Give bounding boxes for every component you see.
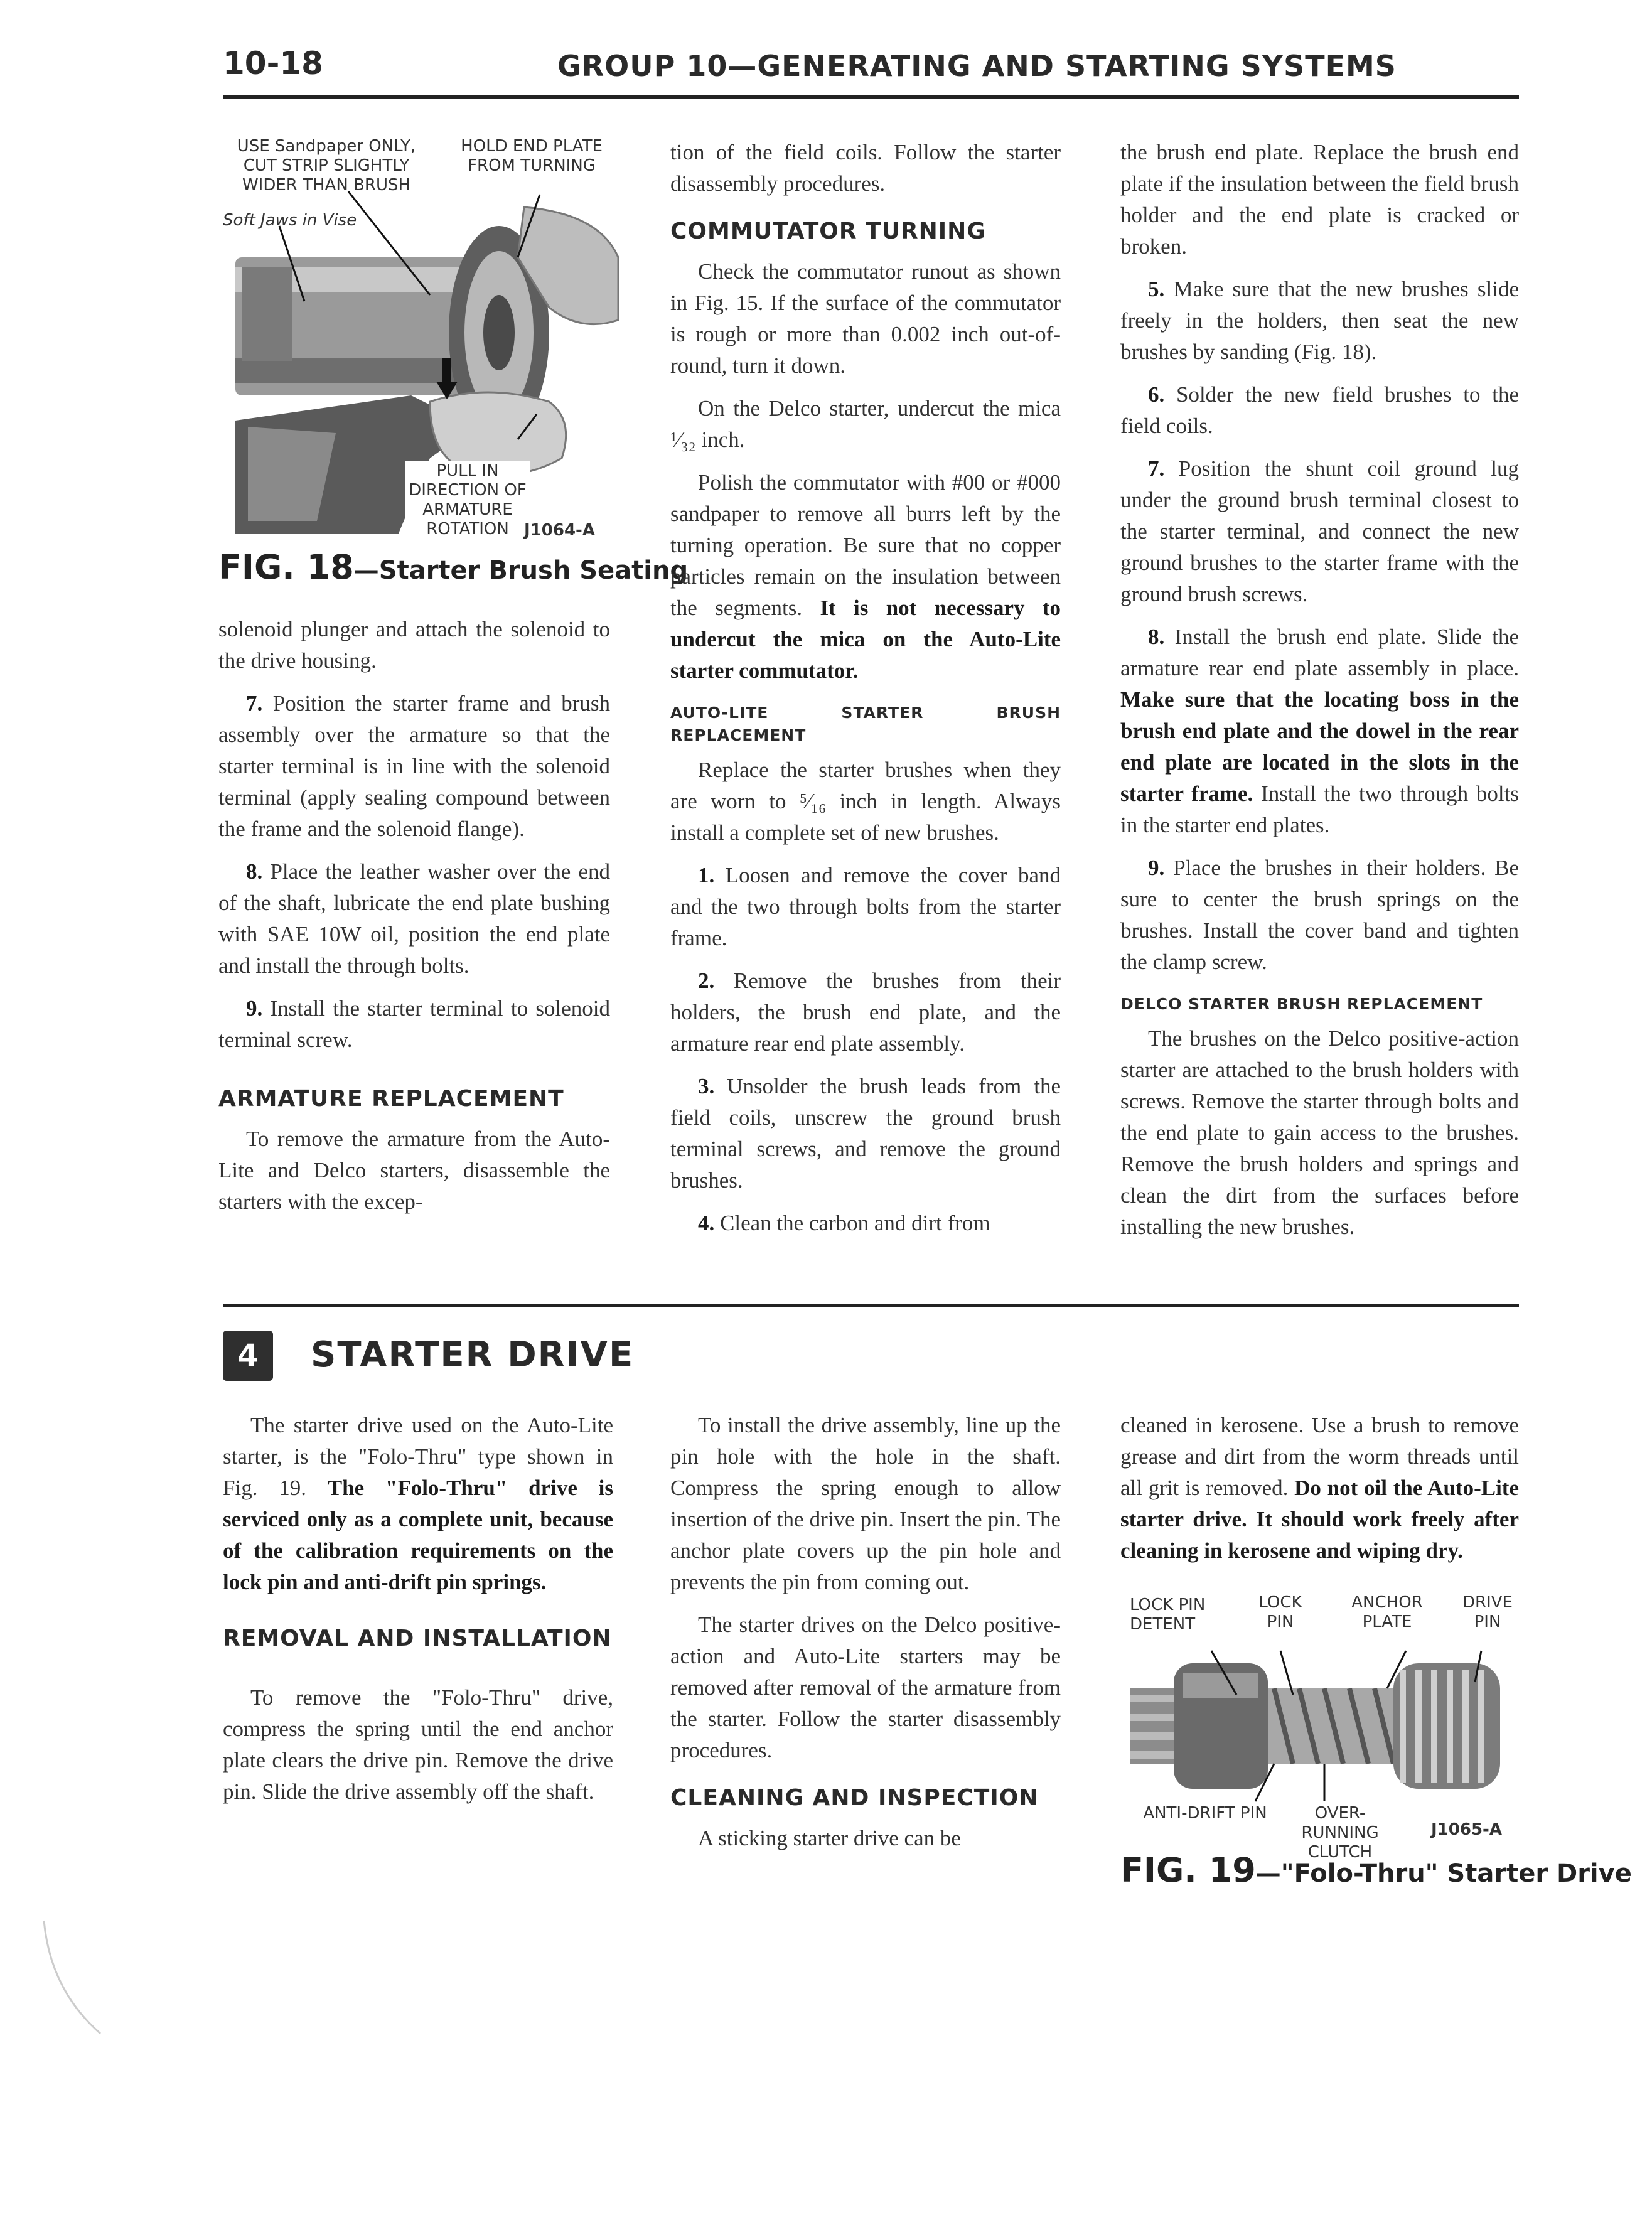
section-rule — [223, 1304, 1519, 1307]
figure-18-caption — [218, 547, 688, 587]
callout-lock-pin: LOCK PIN — [1258, 1593, 1302, 1631]
heading-armature-replacement: ARMATURE REPLACEMENT — [218, 1086, 564, 1112]
section-title-starter-drive: STARTER DRIVE — [311, 1334, 635, 1375]
paragraph: 8. Install the brush end plate. Slide the armature rear end plate assembly in place. Make sure that the locating boss in the brush end plate and the dowel in the rear end plate are located in the slots in the starter frame. Install the two through bolts in the starter end plates. — [1120, 625, 1519, 837]
paragraph: A sticking starter drive can be — [698, 1826, 961, 1850]
figure-18-code: J1064-A — [524, 521, 595, 540]
paragraph: Check the commutator runout as shown in Fig. 15. If the surface of the commutator is rough or more than 0.002 inch out-of-round, turn it down. — [670, 259, 1061, 378]
callout-hold-end-plate: HOLD END PLATE FROM TURNING — [461, 137, 603, 175]
callout-sandpaper: USE Sandpaper ONLY, CUT STRIP SLIGHTLY WIDER THAN BRUSH — [237, 137, 416, 195]
paragraph: The starter drive used on the Auto-Lite starter, is the "Folo-Thru" type shown in Fig. 19. The "Folo-Thru" drive is serviced only as a complete unit, because of the calibration requirements on the lock pin and anti-drift pin springs. — [223, 1413, 613, 1594]
paragraph: cleaned in kerosene. Use a brush to remove grease and dirt from the worm threads until all grit is removed. Do not oil the Auto-Lite starter drive. It should work freely after cleaning in kerosene and wiping dry. — [1120, 1413, 1519, 1563]
paragraph: 3. Unsolder the brush leads from the field coils, unscrew the ground brush terminal screws, and remove the ground brushes. — [670, 1074, 1061, 1193]
paragraph: 9. Place the brushes in their holders. Be sure to center the brush springs on the brushes. Install the cover band and tighten the clamp screw. — [1120, 855, 1519, 974]
callout-anti-drift-pin: ANTI-DRIFT PIN — [1143, 1804, 1267, 1823]
figure-18-illustration — [223, 132, 625, 540]
paragraph: The brushes on the Delco positive-action starter are attached to the brush holders with screws. Remove the starter through bolts and the end plate to gain access to the brushes. Remove the brush holders and springs and clean the dirt from the surfaces before installing the new brushes. — [1120, 1026, 1519, 1239]
paragraph: 1. Loosen and remove the cover band and the two through bolts from the starter frame. — [670, 863, 1061, 950]
paragraph: 7. Position the starter frame and brush assembly over the armature so that the starter terminal is in line with the solenoid terminal (apply sealing compound between the frame and the solenoid flange). — [218, 691, 610, 841]
paragraph: Polish the commutator with #00 or #000 sandpaper to remove all burrs left by the turning operation. Be sure that no copper particles remain on the insulation between the segments. It is not necessary to undercut the mica on the Auto-Lite starter commutator. — [670, 470, 1061, 683]
paragraph: The starter drives on the Delco positive-action and Auto-Lite starters may be removed after removal of the armature from the starter. Follow the starter disassembly procedures. — [670, 1612, 1061, 1762]
heading-removal-installation: REMOVAL AND INSTALLATION — [223, 1626, 612, 1651]
figure-19-caption — [1120, 1850, 1632, 1890]
figure-18-title: —Starter Brush Seating — [353, 556, 689, 585]
column-4 — [223, 1410, 613, 1819]
page-number: 10-18 — [223, 45, 323, 82]
page-edge-mark — [38, 1914, 113, 2040]
column-5 — [670, 1410, 1061, 1865]
callout-soft-jaws: Soft Jaws in Vise — [223, 211, 357, 230]
heading-cleaning-inspection: CLEANING AND INSPECTION — [670, 1785, 1039, 1811]
figure-18-number: FIG. 18 — [218, 547, 354, 587]
paragraph: 9. Install the starter terminal to solenoid terminal screw. — [218, 996, 610, 1052]
column-1 — [218, 614, 610, 1229]
callout-anchor-plate: ANCHOR PLATE — [1351, 1593, 1423, 1631]
section-number-badge: 4 — [223, 1331, 273, 1381]
callout-over-running-clutch: OVER-RUNNING CLUTCH — [1301, 1804, 1379, 1862]
paragraph: On the Delco starter, undercut the mica ¹⁄₃₂ inch. — [670, 396, 1061, 452]
callout-pull-in-direction: PULL IN DIRECTION OF ARMATURE ROTATION — [405, 461, 530, 539]
heading-commutator-turning: COMMUTATOR TURNING — [670, 218, 986, 244]
heading-autolite-brush-replacement: AUTO-LITE STARTER BRUSH REPLACEMENT — [670, 704, 1061, 744]
paragraph: To remove the armature from the Auto-Lite and Delco starters, disassemble the starters with the excep- — [218, 1127, 610, 1214]
paragraph: 4. Clean the carbon and dirt from — [698, 1211, 990, 1235]
paragraph: 7. Position the shunt coil ground lug under the ground brush terminal closest to the starter terminal, and connect the new ground brushes to the starter frame with the ground brush screws. — [1120, 456, 1519, 606]
callout-lock-pin-detent: LOCK PIN DETENT — [1130, 1596, 1206, 1634]
figure-19-illustration — [1124, 1593, 1525, 1862]
figure-19-number: FIG. 19 — [1120, 1850, 1256, 1890]
callout-drive-pin: DRIVE PIN — [1462, 1593, 1513, 1631]
column-3 — [1120, 137, 1519, 1254]
paragraph: tion of the field coils. Follow the starter disassembly procedures. — [670, 140, 1061, 196]
paragraph: Replace the starter brushes when they are worn to ⁵⁄₁₆ inch in length. Always install a complete set of new brushes. — [670, 758, 1061, 845]
column-2 — [670, 137, 1061, 1250]
paragraph: 8. Place the leather washer over the end of the shaft, lubricate the end plate bushing with SAE 10W oil, position the end plate and install the through bolts. — [218, 859, 610, 978]
header-rule — [223, 95, 1519, 99]
paragraph: the brush end plate. Replace the brush end plate if the insulation between the field brush holder and the end plate is cracked or broken. — [1120, 140, 1519, 259]
paragraph: 5. Make sure that the new brushes slide freely in the holders, then seat the new brushes by sanding (Fig. 18). — [1120, 277, 1519, 364]
paragraph: To install the drive assembly, line up the pin hole with the hole in the shaft. Compress the spring enough to allow insertion of the drive pin. Insert the pin. The anchor plate covers up the pin hole and prevents the pin from coming out. — [670, 1413, 1061, 1594]
paragraph: solenoid plunger and attach the solenoid to the drive housing. — [218, 617, 610, 673]
paragraph: 2. Remove the brushes from their holders, the brush end plate, and the armature rear end plate assembly. — [670, 968, 1061, 1056]
column-6 — [1120, 1410, 1519, 1578]
page-header-title: GROUP 10—GENERATING AND STARTING SYSTEMS — [557, 49, 1397, 83]
figure-19-code: J1065-A — [1431, 1820, 1502, 1839]
heading-delco-brush-replacement: DELCO STARTER BRUSH REPLACEMENT — [1120, 995, 1483, 1013]
paragraph: 6. Solder the new field brushes to the field coils. — [1120, 382, 1519, 438]
figure-19-title: —"Folo-Thru" Starter Drive — [1255, 1859, 1632, 1888]
paragraph: To remove the "Folo-Thru" drive, compress the spring until the end anchor plate clears the drive pin. Remove the drive pin. Slide the drive assembly off the shaft. — [223, 1685, 613, 1804]
